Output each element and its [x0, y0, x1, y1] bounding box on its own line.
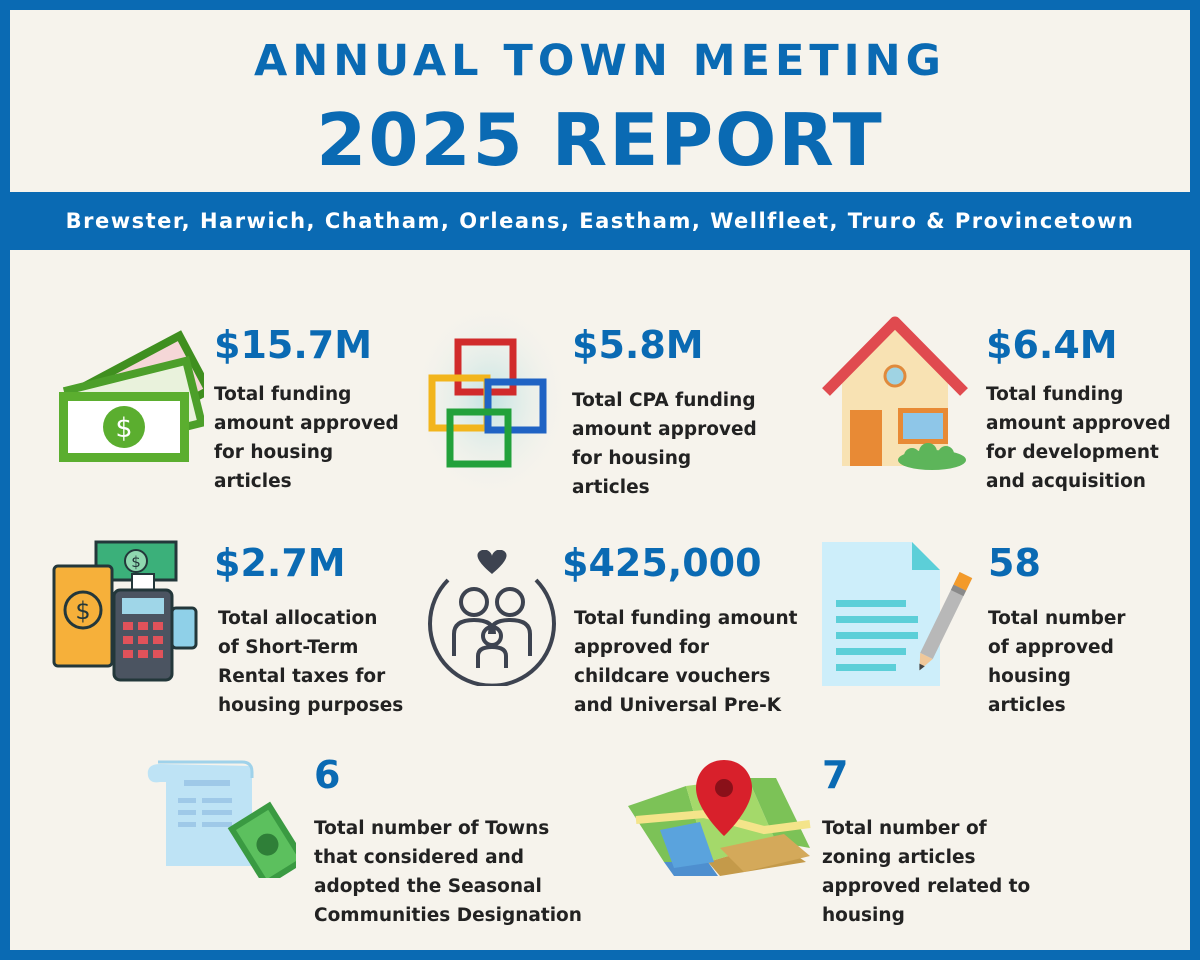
stat-description: Total funding amount approved for housing articles	[214, 384, 399, 492]
stat-zoning-articles	[822, 753, 1052, 930]
stat-development-acquisition	[986, 323, 1186, 496]
house-icon	[820, 312, 970, 472]
stat-cpa-funding	[572, 323, 792, 502]
stat-description: Total allocation of Short-Term Rental taxes for housing purposes	[218, 608, 404, 716]
title-annual-town-meeting: ANNUAL TOWN MEETING	[254, 36, 946, 86]
svg-text:$: $	[131, 553, 141, 571]
svg-text:$: $	[115, 413, 133, 444]
stat-value: $2.7M	[214, 541, 346, 585]
stat-value: 58	[988, 541, 1041, 585]
stat-description: Total number of Towns that considered and adopted the Seasonal Communities Designation	[314, 818, 582, 926]
stat-value: 6	[314, 753, 341, 797]
stat-housing-funding	[214, 323, 424, 496]
stat-description: Total number of zoning articles approved related to housing	[822, 818, 1031, 926]
stat-description: Total CPA funding amount approved for housing articles	[572, 390, 757, 498]
stat-value: $15.7M	[214, 323, 373, 367]
stat-description: Total number of approved housing articles	[988, 608, 1126, 716]
stat-seasonal-communities	[314, 753, 594, 930]
stat-value: $425,000	[562, 541, 762, 585]
title-2025-report: 2025 REPORT	[316, 98, 884, 182]
stat-description: Total funding amount approved for childcare vouchers and Universal Pre-K	[574, 608, 798, 716]
document-pen-icon	[820, 540, 980, 690]
stat-description: Total funding amount approved for development and acquisition	[986, 384, 1171, 492]
map-pin-icon	[624, 758, 814, 878]
towns-banner: Brewster, Harwich, Chatham, Orleans, Eastham, Wellfleet, Truro & Provincetown	[0, 192, 1200, 250]
stat-short-term-rental	[214, 541, 424, 720]
report-header	[10, 10, 1190, 192]
svg-text:$: $	[75, 597, 91, 625]
cpa-logo-icon	[410, 300, 570, 500]
payment-terminal-icon	[48, 540, 208, 690]
stat-approved-articles	[988, 541, 1178, 720]
stat-value: 7	[822, 753, 849, 797]
cash-icon	[54, 312, 204, 462]
receipt-money-icon	[146, 758, 296, 878]
stat-value: $5.8M	[572, 323, 704, 367]
family-icon	[420, 550, 564, 686]
stat-value: $6.4M	[986, 323, 1118, 367]
stat-childcare	[562, 541, 802, 720]
report-frame	[10, 10, 1190, 950]
